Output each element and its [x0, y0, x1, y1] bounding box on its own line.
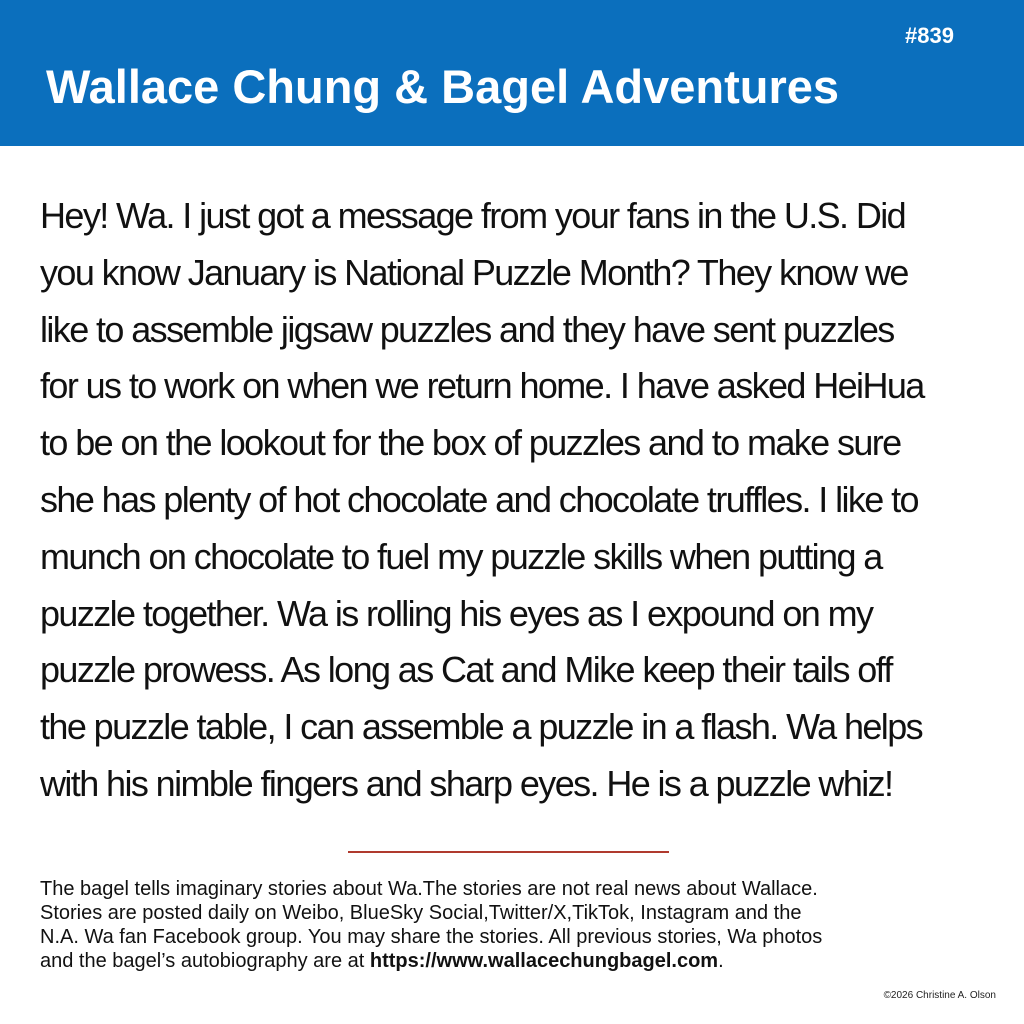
story-line: you know January is National Puzzle Month? They know we	[40, 251, 908, 293]
footer-disclaimer	[40, 877, 1000, 973]
section-divider	[348, 851, 669, 853]
story-line: Hey! Wa. I just got a message from your fans in the U.S. Did	[40, 195, 906, 236]
copyright-notice: ©2026 Christine A. Olson	[883, 990, 996, 1001]
website-link[interactable]: https://www.wallacechungbagel.com	[369, 950, 719, 972]
footer-line-prefix: and the bagel’s autobiography are at	[40, 950, 370, 972]
story-line: for us to work on when we return home. I have asked HeiHua	[40, 365, 924, 407]
header-banner	[0, 0, 1024, 146]
story-line: with his nimble fingers and sharp eyes. He is a puzzle whiz!	[40, 762, 893, 804]
footer-line-suffix: .	[718, 950, 724, 972]
story-line: puzzle prowess. As long as Cat and Mike keep their tails off	[40, 649, 892, 691]
story-line: like to assemble jigsaw puzzles and they have sent puzzles	[40, 308, 894, 350]
story-text	[40, 188, 1000, 813]
story-line: to be on the lookout for the box of puzzles and to make sure	[40, 422, 901, 464]
footer-line-last	[40, 949, 1000, 973]
story-line: munch on chocolate to fuel my puzzle skills when putting a	[40, 535, 882, 577]
issue-number: #839	[905, 23, 954, 48]
story-line: she has plenty of hot chocolate and chocolate truffles. I like to	[40, 478, 918, 520]
footer-line: The bagel tells imaginary stories about Wa.The stories are not real news about Wallace.	[40, 878, 818, 900]
story-line: the puzzle table, I can assemble a puzzle in a flash. Wa helps	[40, 706, 923, 748]
footer-line: Stories are posted daily on Weibo, BlueSky Social,Twitter/X,TikTok, Instagram and the	[40, 902, 802, 924]
story-line: puzzle together. Wa is rolling his eyes as I expound on my	[40, 592, 873, 634]
footer-line: N.A. Wa fan Facebook group. You may share the stories. All previous stories, Wa photos	[40, 926, 823, 948]
page-title: Wallace Chung & Bagel Adventures	[46, 60, 840, 113]
